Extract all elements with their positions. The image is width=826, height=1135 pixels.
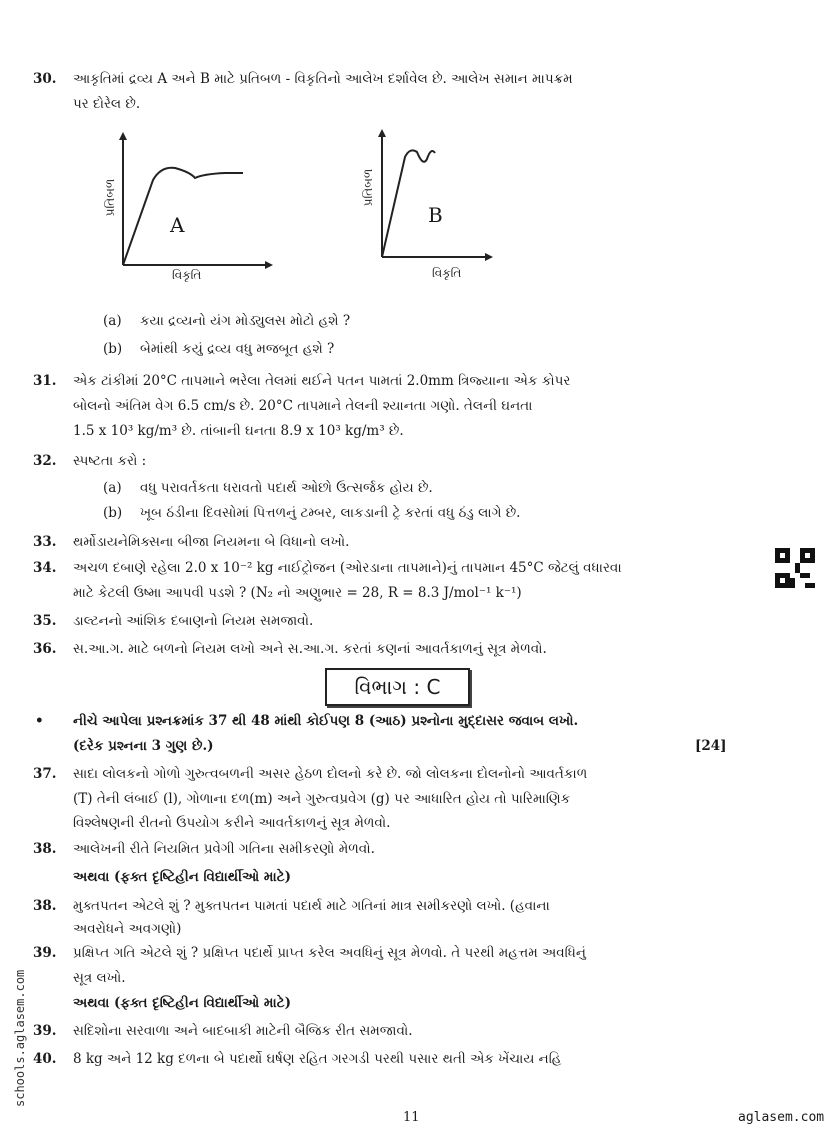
question-38-line: આલેખની રીતે નિયમિત પ્રવેગી ગતિના સમીકરણો મેળવો. — [73, 841, 375, 857]
question-number: 39. — [33, 1023, 57, 1039]
question-40-line: 8 kg અને 12 kg દળના બે પદાર્થો ઘર્ષણ રહિત ગરગડી પરથી પસાર થતી એક ખેંચાય નહિ — [73, 1051, 562, 1067]
graph-b-x-label: વિકૃતિ — [432, 266, 462, 280]
question-34-line: અચળ દબાણે રહેલા 2.0 x 10⁻² kg નાઈટ્રોજન (ઓરડાના તાપમાને)નું તાપમાન 45°C જેટલું વધારવા — [73, 560, 622, 576]
graph-a-y-label: પ્રતિબળ — [103, 178, 118, 217]
graph-a-x-label: વિકૃતિ — [172, 268, 202, 282]
question-37-line: સાદા લોલકનો ગોળો ગુરુત્વબળની અસર હેઠળ દોલનો કરે છે. જો લોલકના દોલનોનો આવર્તકાળ — [73, 766, 588, 782]
question-35-line: ડાલ્ટનનો આંશિક દબાણનો નિયમ સમજાવો. — [73, 613, 314, 629]
subquestion-text: ખૂબ ઠંડીના દિવસોમાં પિત્તળનું ટમ્બર, લાકડાની ટ્રે કરતાં વધુ ઠંડુ લાગે છે. — [140, 505, 521, 521]
section-title: વિભાગ : C — [325, 668, 470, 706]
question-39-line: પ્રક્ષિપ્ત ગતિ એટલે શું ? પ્રક્ષિપ્ત પદાર્થે પ્રાપ્ત કરેલ અવધિનું સૂત્ર મેળવો. તે પરથી મહત્તમ અવધિનું — [73, 945, 586, 961]
question-number: 30. — [33, 71, 57, 87]
subquestion-text: વધુ પરાવર્તકતા ધરાવતો પદાર્થ ઓછો ઉત્સર્જક હોય છે. — [140, 480, 433, 496]
question-30-line: આકૃતિમાં દ્રવ્ય A અને B માટે પ્રતિબળ - વિકૃતિનો આલેખ દર્શાવેલ છે. આલેખ સમાન માપક્રમ — [73, 71, 573, 87]
question-31-line: 1.5 x 10³ kg/m³ છે. તાંબાની ઘનતા 8.9 x 10³ kg/m³ છે. — [73, 423, 404, 439]
question-39-line: સૂત્ર લખો. — [73, 970, 126, 986]
question-38b-line: મુક્તપતન એટલે શું ? મુક્તપતન પામતાં પદાર્થ માટે ગતિનાં માત્ર સમીકરણો લખો. (હવાના — [73, 898, 550, 914]
side-watermark: schools.aglasem.com — [13, 969, 27, 1107]
question-32-line: સ્પષ્ટતા કરો : — [73, 453, 147, 469]
subquestion-text: કયા દ્રવ્યનો યંગ મોડ્યુલસ મોટો હશે ? — [140, 313, 351, 329]
question-31-line: એક ટાંકીમાં 20°C તાપમાને ભરેલા તેલમાં થઈને પતન પામતાં 2.0mm ત્રિજ્યાના એક કોપર — [73, 373, 571, 389]
or-option-heading: અથવા (ફક્ત દૃષ્ટિહીન વિદ્યાર્થીઓ માટે) — [73, 869, 291, 885]
question-number: 31. — [33, 373, 57, 389]
question-number: 37. — [33, 766, 57, 782]
question-number: 33. — [33, 534, 57, 550]
question-37-line: વિશ્લેષણની રીતનો ઉપયોગ કરીને આવર્તકાળનું સૂત્ર મેળવો. — [73, 815, 391, 831]
question-number: 36. — [33, 641, 57, 657]
question-36-line: સ.આ.ગ. માટે બળનો નિયમ લખો અને સ.આ.ગ. કરતાં કણનાં આવર્તકાળનું સૂત્ર મેળવો. — [73, 641, 547, 657]
instruction-line: નીચે આપેલા પ્રશ્નક્રમાંક 37 થી 48 માંથી કોઈપણ 8 (આઠ) પ્રશ્નોના મુદ્દાસર જવાબ લખો. — [73, 713, 579, 729]
subquestion-label: (b) — [103, 341, 123, 357]
question-number: 39. — [33, 945, 57, 961]
subquestion-text: બેમાંથી કયું દ્રવ્ય વધુ મજબૂત હશે ? — [140, 341, 335, 357]
graph-b-y-label: પ્રતિબળ — [361, 168, 376, 207]
footer-site-link[interactable]: aglasem.com — [738, 1110, 825, 1125]
subquestion-label: (a) — [103, 313, 122, 329]
question-number: 38. — [33, 898, 57, 914]
bullet: • — [35, 713, 44, 729]
question-37-line: (T) તેની લંબાઈ (l), ગોળાના દળ(m) અને ગુરુત્વપ્રવેગ (g) પર આધારિત હોય તો પારિમાણિક — [73, 791, 571, 807]
subquestion-label: (a) — [103, 480, 122, 496]
question-31-line: બોલનો અંતિમ વેગ 6.5 cm/s છે. 20°C તાપમાને તેલની શ્યાનતા ગણો. તેલની ઘનતા — [73, 398, 533, 414]
question-34-line: માટે કેટલી ઉષ્મા આપવી પડશે ? (N₂ નો અણુભાર = 28, R = 8.3 J/mol⁻¹ k⁻¹) — [73, 585, 522, 601]
question-number: 38. — [33, 841, 57, 857]
graph-b-name: B — [428, 203, 443, 227]
qr-code — [775, 548, 815, 588]
subquestion-label: (b) — [103, 505, 123, 521]
page-number: 11 — [403, 1110, 420, 1125]
question-33-line: થર્મોડાયનેમિક્સના બીજા નિયમના બે વિધાનો લખો. — [73, 534, 350, 550]
stress-strain-graph-a — [95, 130, 275, 270]
question-number: 34. — [33, 560, 57, 576]
question-number: 32. — [33, 453, 57, 469]
question-number: 35. — [33, 613, 57, 629]
section-marks: [24] — [695, 738, 727, 754]
instruction-line: (દરેક પ્રશ્નના 3 ગુણ છે.) — [73, 738, 214, 754]
question-30-line: પર દોરેલ છે. — [73, 96, 141, 112]
question-39b-line: સદિશોના સરવાળા અને બાદબાકી માટેની બૈજિક રીત સમજાવો. — [73, 1023, 413, 1039]
stress-strain-graph-b — [355, 127, 535, 267]
question-number: 40. — [33, 1051, 57, 1067]
or-option-heading: અથવા (ફક્ત દૃષ્ટિહીન વિદ્યાર્થીઓ માટે) — [73, 995, 291, 1011]
graph-a-name: A — [170, 213, 185, 237]
question-38b-line: અવરોધને અવગણો) — [73, 921, 182, 937]
